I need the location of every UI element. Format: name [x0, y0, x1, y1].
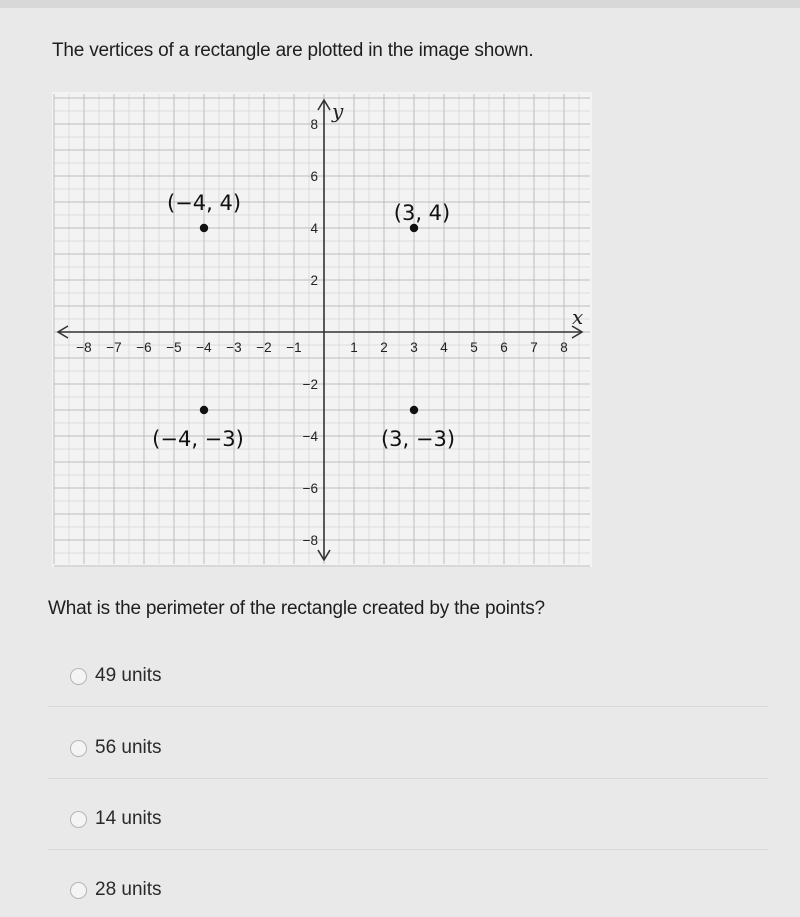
y-tick-label: 2 [310, 273, 318, 288]
option-label: 49 units [95, 665, 162, 686]
radio-button[interactable] [70, 668, 87, 685]
point-label: (3, −3) [380, 427, 456, 451]
option-divider [48, 778, 768, 779]
y-tick-label: −6 [302, 481, 318, 496]
x-tick-label: 7 [530, 340, 538, 355]
y-tick-label: 4 [310, 221, 318, 236]
x-axis-label: x [572, 305, 584, 329]
x-tick-label: 1 [350, 340, 358, 355]
graph-svg [52, 92, 592, 567]
option-label: 28 units [95, 879, 162, 900]
y-tick-label: −2 [302, 377, 318, 392]
y-tick-label: 8 [310, 117, 318, 132]
radio-button[interactable] [70, 882, 87, 899]
option-49-units[interactable] [48, 654, 768, 698]
x-tick-label: 8 [560, 340, 568, 355]
radio-button[interactable] [70, 740, 87, 757]
prompt-text: What is the perimeter of the rectangle created by the points? [48, 598, 545, 619]
x-tick-label: 3 [410, 340, 418, 355]
x-tick-label: −1 [286, 340, 302, 355]
x-tick-label: 6 [500, 340, 508, 355]
x-tick-label: −4 [196, 340, 212, 355]
y-tick-label: −4 [302, 429, 318, 444]
x-tick-label: 4 [440, 340, 448, 355]
option-56-units[interactable] [48, 726, 768, 770]
point-label: (−4, −3) [152, 427, 244, 451]
x-tick-label: −6 [136, 340, 152, 355]
y-tick-label: −8 [302, 533, 318, 548]
x-tick-label: −3 [226, 340, 242, 355]
point-label: (−4, 4) [166, 191, 242, 215]
data-point [410, 406, 418, 414]
x-tick-label: −8 [76, 340, 92, 355]
option-divider [48, 706, 768, 707]
x-tick-label: 5 [470, 340, 478, 355]
option-28-units[interactable] [48, 868, 768, 912]
x-tick-label: 2 [380, 340, 388, 355]
y-axis-label: y [332, 99, 344, 123]
option-14-units[interactable] [48, 797, 768, 841]
x-tick-label: −2 [256, 340, 272, 355]
x-tick-label: −5 [166, 340, 182, 355]
option-label: 56 units [95, 737, 162, 758]
y-tick-label: 6 [310, 169, 318, 184]
option-divider [48, 849, 768, 850]
data-point [200, 224, 208, 232]
radio-button[interactable] [70, 811, 87, 828]
coordinate-graph [52, 92, 592, 567]
data-point [200, 406, 208, 414]
point-label: (3, 4) [393, 201, 451, 225]
data-point [410, 224, 418, 232]
x-tick-label: −7 [106, 340, 122, 355]
question-text: The vertices of a rectangle are plotted in the image shown. [52, 40, 534, 61]
option-label: 14 units [95, 808, 162, 829]
top-strip [0, 0, 800, 8]
